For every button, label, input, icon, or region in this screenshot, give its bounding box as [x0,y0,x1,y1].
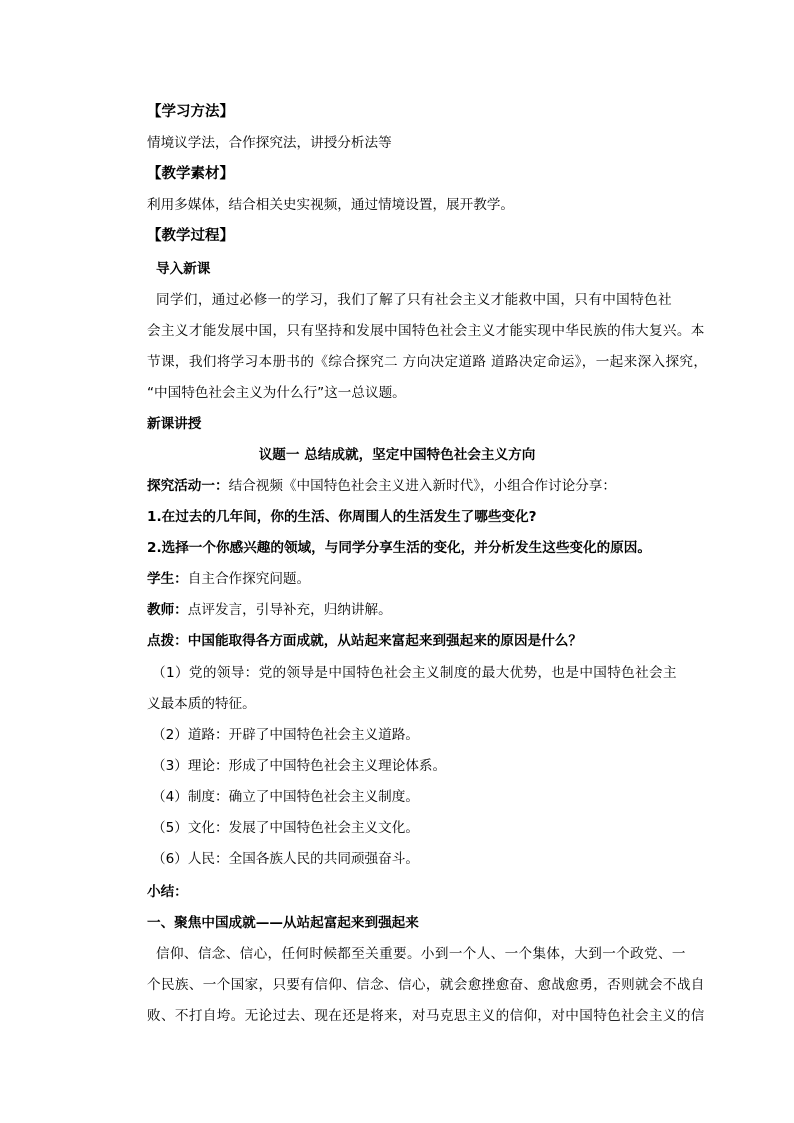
activity-text: 结合视频《中国特色社会主义进入新时代》，小组合作讨论分享： [228,478,616,494]
summary-paragraph-line: 信仰、信念、信心，任何时候都至关重要。小到一个人、一个集体，大到一个政党、一 [156,946,686,962]
teaching-process-heading: 【教学过程】 [147,228,234,244]
intro-paragraph-line: 节课，我们将学习本册书的《综合探究二 方向决定道路 道路决定命运》，一起来深入探究， [147,354,708,370]
student-text: 自主合作探究问题。 [187,571,311,587]
summary-heading: 小结： [147,884,188,900]
reason-item [152,756,446,776]
guidance-text: 中国能取得各方面成就，从站起来富起来到强起来的原因是什么？ [187,633,582,649]
intro-paragraph-line: 同学们，通过必修一的学习，我们了解了只有社会主义才能救中国，只有中国特色社 [156,292,672,308]
teacher-label: 教师： [147,602,188,618]
reason-item [152,818,419,838]
student-label: 学生： [147,571,188,587]
reason-number: （6） [152,851,188,867]
reason-item [152,725,419,745]
learning-method-text: 情境议学法，合作探究法，讲授分析法等 [147,135,392,151]
new-lesson-heading: 新课讲授 [147,416,202,432]
learning-method-heading: 【学习方法】 [147,104,234,120]
reason-number: （2） [152,727,188,743]
guidance-label: 点拨： [147,633,188,649]
reason-item [152,849,419,869]
reason-text: 理论：形成了中国特色社会主义理论体系。 [187,758,447,774]
teacher-text: 点评发言，引导补充，归纳讲解。 [187,602,392,618]
reason-text: 党的领导：党的领导是中国特色社会主义制度的最大优势，也是中国特色社会主 [188,665,677,681]
summary-paragraph-line: 败、不打自垮。无论过去、现在还是将来，对马克思主义的信仰，对中国特色社会主义的信 [147,1008,705,1024]
teacher-line [147,600,392,620]
reason-number: （5） [152,820,188,836]
reason-number: （3） [152,758,188,774]
activity-label: 探究活动一： [147,478,229,494]
reason-text: 文化：发展了中国特色社会主义文化。 [187,820,419,836]
teaching-materials-text: 利用多媒体，结合相关史实视频，通过情境设置，展开教学。 [147,197,515,213]
reason-text: 道路：开辟了中国特色社会主义道路。 [187,727,419,743]
reason-number: （4） [152,789,188,805]
question-item: 1.在过去的几年间，你的生活、你周围人的生活发生了哪些变化? [147,509,537,525]
teaching-materials-heading: 【教学素材】 [147,166,234,182]
summary-paragraph-line: 个民族、一个国家，只要有信仰、信念、信心，就会愈挫愈奋、愈战愈勇，否则就会不战自 [147,977,705,993]
activity-one [147,476,616,496]
reason-item [152,663,677,683]
reason-continuation: 义最本质的特征。 [147,696,256,712]
reason-item [152,787,419,807]
intro-paragraph-line: 会主义才能发展中国，只有坚持和发展中国特色社会主义才能实现中华民族的伟大复兴。本 [147,323,705,339]
reason-number: （1） [152,665,189,681]
intro-paragraph-line: “中国特色社会主义为什么行”这一总议题。 [147,385,406,401]
reason-text: 人民：全国各族人民的共同顽强奋斗。 [187,851,419,867]
question-item: 2.选择一个你感兴趣的领域，与同学分享生活的变化，并分析发生这些变化的原因。 [147,540,651,556]
reason-text: 制度：确立了中国特色社会主义制度。 [187,789,419,805]
student-line [147,569,310,589]
guidance-line [147,631,582,651]
intro-heading: 导入新课 [156,261,211,277]
summary-point: 一、聚焦中国成就——从站起富起来到强起来 [147,915,419,931]
topic-one-title: 议题一 总结成就，坚定中国特色社会主义方向 [258,447,536,463]
